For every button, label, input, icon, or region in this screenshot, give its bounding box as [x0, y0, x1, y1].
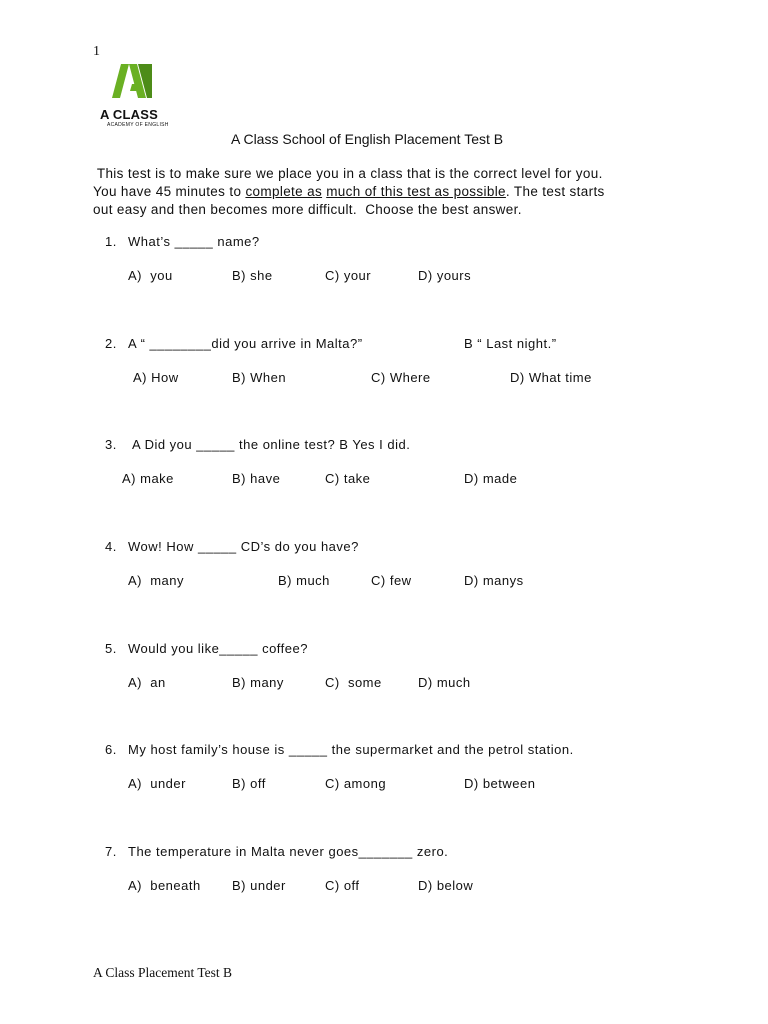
answer-option[interactable]: B) much [278, 573, 330, 588]
answer-option[interactable]: B) When [232, 370, 287, 385]
text-run: out easy and then becomes more difficult. [93, 202, 366, 217]
answer-option[interactable]: D) manys [464, 573, 524, 588]
answer-option[interactable]: C) your [325, 268, 372, 283]
question-number: 4. [105, 539, 117, 554]
page-number: 1 [93, 44, 100, 59]
question-text: Wow! How _____ CD’s do you have? [128, 539, 359, 554]
text-run: You have [93, 184, 156, 199]
answer-option[interactable]: D) much [418, 675, 471, 690]
underlined-text: complete as [245, 184, 323, 199]
underlined-text: much of this test as possible [326, 184, 506, 199]
instructions-line-2 [93, 183, 693, 201]
question-text: A “ ________did you arrive in Malta?” [128, 336, 363, 351]
question-number: 7. [105, 844, 117, 859]
question-text: A Did you _____ the online test? B Yes I did. [132, 437, 411, 452]
answer-option[interactable]: A) How [133, 370, 179, 385]
answer-option[interactable]: C) few [371, 573, 412, 588]
question-number: 2. [105, 336, 117, 351]
answer-option[interactable]: A) you [128, 268, 173, 283]
answer-option[interactable]: A) an [128, 675, 166, 690]
question-text: My host family’s house is _____ the supermarket and the petrol station. [128, 742, 574, 757]
answer-option[interactable]: B) off [232, 776, 266, 791]
time-limit: 45 minutes [155, 184, 226, 199]
instructions-line-3 [93, 201, 693, 219]
instructions-line-1: This test is to make sure we place you in a class that is the correct level for you. [93, 166, 603, 181]
logo-subtitle: ACADEMY OF ENGLISH [107, 122, 169, 128]
answer-option[interactable]: C) take [325, 471, 371, 486]
question-text: Would you like_____ coffee? [128, 641, 308, 656]
answer-option[interactable]: D) below [418, 878, 474, 893]
school-logo [98, 62, 170, 130]
text-run: to [225, 184, 246, 199]
answer-option[interactable]: C) off [325, 878, 360, 893]
answer-option[interactable]: B) she [232, 268, 273, 283]
question-number: 1. [105, 234, 117, 249]
answer-option[interactable]: B) many [232, 675, 284, 690]
logo-a-icon [112, 64, 152, 98]
question-text: The temperature in Malta never goes_______ zero. [128, 844, 449, 859]
answer-option[interactable]: D) made [464, 471, 518, 486]
answer-option[interactable]: A) make [122, 471, 174, 486]
answer-option[interactable]: C) some [325, 675, 382, 690]
question-number: 6. [105, 742, 117, 757]
answer-option[interactable]: D) What time [510, 370, 592, 385]
answer-option[interactable]: B) have [232, 471, 281, 486]
answer-option[interactable]: C) Where [371, 370, 431, 385]
question-text: What’s _____ name? [128, 234, 260, 249]
answer-option[interactable]: D) yours [418, 268, 472, 283]
question-response: B “ Last night.” [464, 336, 557, 351]
document-title: A Class School of English Placement Test B [231, 131, 504, 147]
answer-option[interactable]: B) under [232, 878, 286, 893]
choose-instruction: Choose the best answer. [365, 202, 522, 217]
answer-option[interactable]: A) under [128, 776, 186, 791]
answer-option[interactable]: D) between [464, 776, 536, 791]
instructions [93, 165, 693, 219]
answer-option[interactable]: C) among [325, 776, 387, 791]
logo-name: A CLASS [100, 107, 158, 122]
question-number: 5. [105, 641, 117, 656]
answer-option[interactable]: A) beneath [128, 878, 201, 893]
text-run: . The test starts [505, 184, 605, 199]
answer-option[interactable]: A) many [128, 573, 185, 588]
question-number: 3. [105, 437, 117, 452]
page-footer: A Class Placement Test B [93, 965, 233, 980]
